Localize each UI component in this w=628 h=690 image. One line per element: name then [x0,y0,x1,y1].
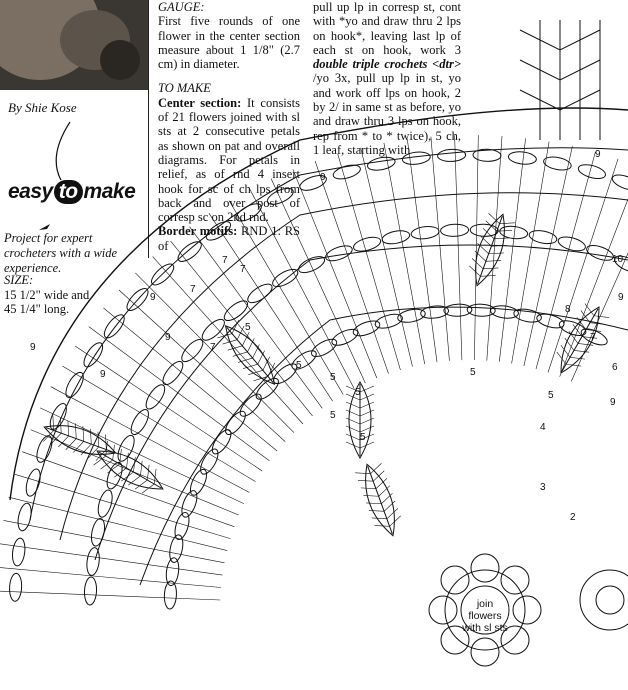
spoke-line [548,159,618,373]
spoke-line [119,290,285,442]
spoke-line [0,591,220,600]
scallop-loop [265,185,295,208]
scallop-loop [444,304,472,317]
border-motifs-label: Border motifs: [158,224,238,239]
round-number: 5 [245,322,251,333]
size-width: 15 1/2" wide and [4,288,90,302]
scallop-loop [410,225,439,240]
round-number: 9 [320,172,326,183]
outer-border-arc [10,108,628,500]
gauge-heading: GAUGE: [158,0,205,14]
spoke-line [536,152,595,369]
round-number: 7 [210,342,216,353]
scallop-loop [309,336,339,360]
spoke-line [153,257,303,424]
spoke-line [524,146,573,366]
round-number: 10 [612,254,624,265]
col3-text-2: /yo 3x, pull up lp in st, yo and work off lps on hook, 2 by 2/ in same st as before, yo and draw thru 3 lps on hook, rep from * to * twice), 5 ch, 1 leaf, starting with [313,71,461,157]
side-motif-columns [520,20,600,140]
scallop-loop [85,547,100,576]
scallop-loop [199,316,228,344]
scallop-loop [84,577,97,606]
round-number: 4 [540,422,546,433]
scallop-loop [352,235,382,254]
scallop-loop [332,162,362,181]
round-number: 5 [330,372,336,383]
scallop-loop [24,467,43,497]
round-number: 9 [150,292,156,303]
round-number: 2 [570,512,576,523]
spoke-line [40,408,244,504]
round-number: 5 [360,432,366,443]
arc-round-5 [95,245,628,560]
scallop-loop [203,218,233,243]
round-number: 9 [595,149,601,160]
spoke-line [75,346,262,471]
round-number: 7 [240,264,246,275]
skill-note: Project for expert crocheters with a wide experience. [4,231,118,275]
spoke-line [190,227,323,409]
scallop-loop [467,304,495,317]
scallop-loop [381,229,411,246]
round-number: 7 [590,332,596,343]
join-label-line-1: join [476,598,494,610]
logo-word-easy: easy [8,180,53,203]
logo-word-to: to [54,180,83,204]
scallop-loop [9,573,22,602]
scallop-loop [62,370,86,400]
to-make-heading: TO MAKE [158,81,211,96]
center-section-text: It consists of 21 flowers joined with sl sts at 2 consecutive petals as shown on pat and overall diagrams. For petals in relief, as of rnd 4 insert hook for sc of ch lps from back and over post of corresp sc on 2nd rnd. [158,95,300,225]
join-label-line-3: with sl sts [462,622,508,634]
round-number: 9 [100,369,106,380]
scallop-loop [101,312,128,341]
round-number: 5 [548,390,554,401]
scallop-loop [80,340,106,370]
scallop-loop [16,502,33,532]
scallop-loop [473,149,501,162]
scallop-loop [440,224,468,237]
scallop-loop [143,382,169,412]
scallop-loop [557,318,587,339]
spoke-line [407,139,437,362]
join-label-line-2: flowers [468,610,502,622]
round-number: 7 [222,255,228,266]
round-number: 7 [190,284,196,295]
round-number: 9 [165,332,171,343]
spoke-line [474,135,478,360]
spoke-line [103,308,277,451]
round-number-labels [30,149,624,523]
scallop-loop [96,488,115,518]
scallop-loop [89,517,106,547]
leaf-motif [354,460,406,541]
spoke-line [512,142,549,364]
scallop-loop [330,326,360,349]
flower-neighbour [580,570,628,630]
scallop-loop [366,155,396,172]
border-motifs-text: RND 1: RS of [158,224,301,253]
round-number: 8 [565,304,571,315]
round-number: 9 [610,397,616,408]
join-flowers-label [440,598,530,634]
size-heading: SIZE: [4,273,34,287]
size-length: 45 1/4" long. [4,302,70,316]
spoke-line [487,136,502,361]
round-number: 5 [355,387,361,398]
center-section-label: Center section: [158,95,242,110]
spoke-line [315,161,388,374]
scallop-loop [470,224,498,237]
round-number: 9 [618,292,624,303]
scallop-loop [178,336,206,365]
round-number: 5 [470,367,476,378]
col3-text-1: pull up lp in corresp st, cont with *yo and draw thru 2 lps on hook*, leaving last lp of each st on hook, work 3 [313,0,461,57]
scallop-loop [437,149,465,162]
spoke-line [571,176,628,382]
spoke-line [338,154,401,370]
spoke-line [89,327,270,461]
dtr-label: double triple crochets <dtr> [313,57,461,72]
scallop-loop [164,581,177,610]
scallop-loop [253,375,282,403]
scallop-loop [11,537,26,566]
spoke-line [455,135,462,360]
leaf-motif [464,210,516,291]
round-number: 6 [612,362,618,373]
gauge-text: First five rounds of one flower in the center section measure about 1 1/8" (2.7 cm) in diameter. [158,14,300,72]
scallop-loop [543,155,573,172]
spoke-line [431,137,450,361]
round-number: 5 [296,360,302,371]
spoke-line [499,138,525,361]
round-number: 5 [330,410,336,421]
scallop-loop [128,407,152,437]
scallop-loop [245,281,275,306]
scallop-loop [296,253,326,276]
radial-spokes [0,135,628,600]
author-credit: By Shie Kose [8,100,77,115]
round-number: 9 [30,342,36,353]
logo-word-make: make [83,180,136,203]
scallop-loop [221,297,250,324]
round-number: 3 [540,482,546,493]
